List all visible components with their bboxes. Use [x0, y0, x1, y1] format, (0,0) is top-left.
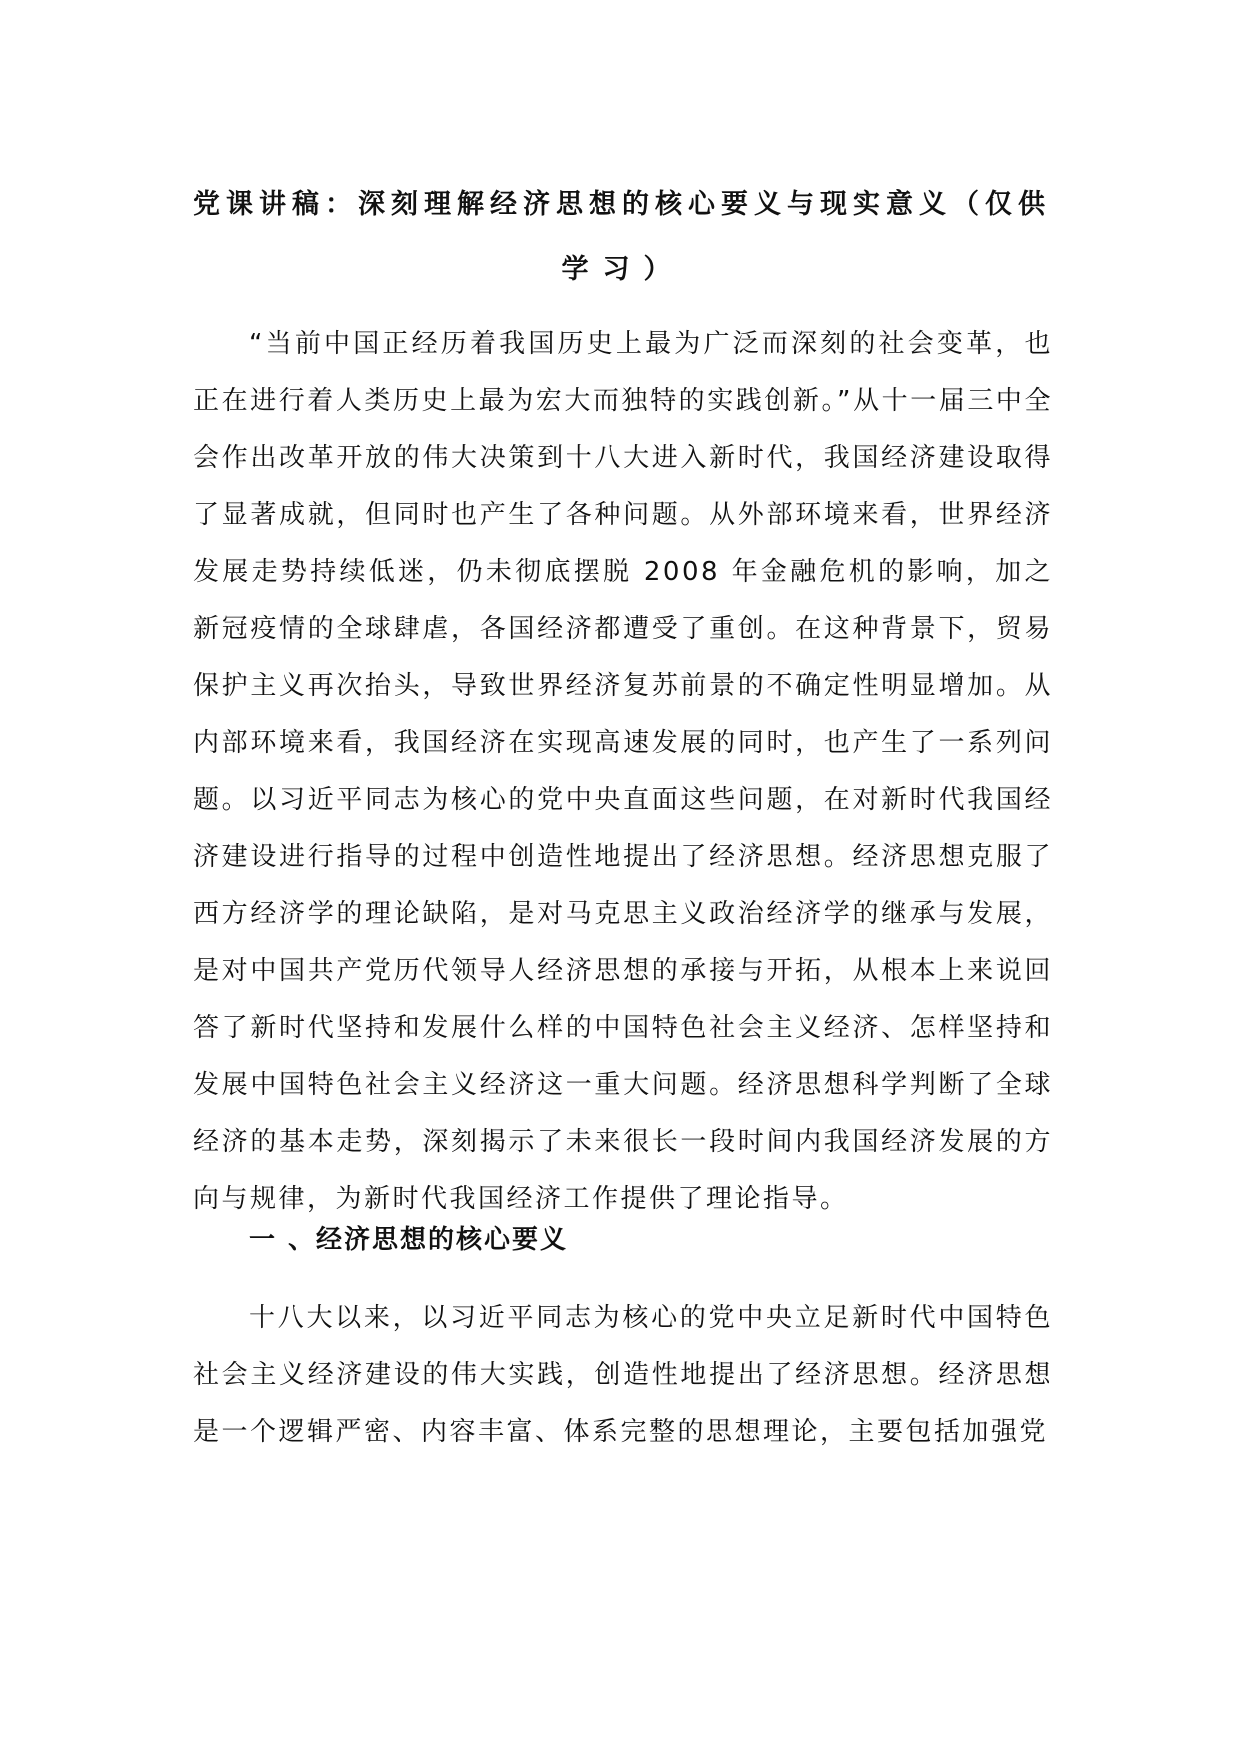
body-paragraph-intro: “当前中国正经历着我国历史上最为广泛而深刻的社会变革，也正在进行着人类历史上最为宏大而独特的实践创新。”从十一届三中全会作出改革开放的伟大决策到十八大进入新时代，我国经济建设取得了显著成就，但同时也产生了各种问题。从外部环境来看，世界经济发展走势持续低迷，仍未彻底摆脱 2008 年金融危机的影响，加之新冠疫情的全球肆虐，各国经济都遭受了重创。在这种背景下，贸易保护主义再次抬头，导致世界经济复苏前景的不确定性明显增加。从内部环境来看，我国经济在实现高速发展的同时，也产生了一系列问题。以习近平同志为核心的党中央直面这些问题，在对新时代我国经济建设进行指导的过程中创造性地提出了经济思想。经济思想克服了西方经济学的理论缺陷，是对马克思主义政治经济学的继承与发展，是对中国共产党历代领导人经济思想的承接与开拓，从根本上来说回答了新时代坚持和发展什么样的中国特色社会主义经济、怎样坚持和发展中国特色社会主义经济这一重大问题。经济思想科学判断了全球经济的基本走势，深刻揭示了未来很长一段时间内我国经济发展的方向与规律，为新时代我国经济工作提供了理论指导。 [193, 329, 1053, 1214]
section-heading-1: 一 、经济思想的核心要义 [249, 1225, 569, 1255]
document-title-line-1: 党课讲稿：深刻理解经济思想的核心要义与现实意义（仅供 [193, 189, 1051, 220]
document-title-line-2: 学习） [561, 254, 685, 285]
body-paragraph-section-1: 十八大以来，以习近平同志为核心的党中央立足新时代中国特色社会主义经济建设的伟大实践，创造性地提出了经济思想。经济思想是一个逻辑严密、内容丰富、体系完整的思想理论，主要包括加强党 [193, 1303, 1053, 1447]
